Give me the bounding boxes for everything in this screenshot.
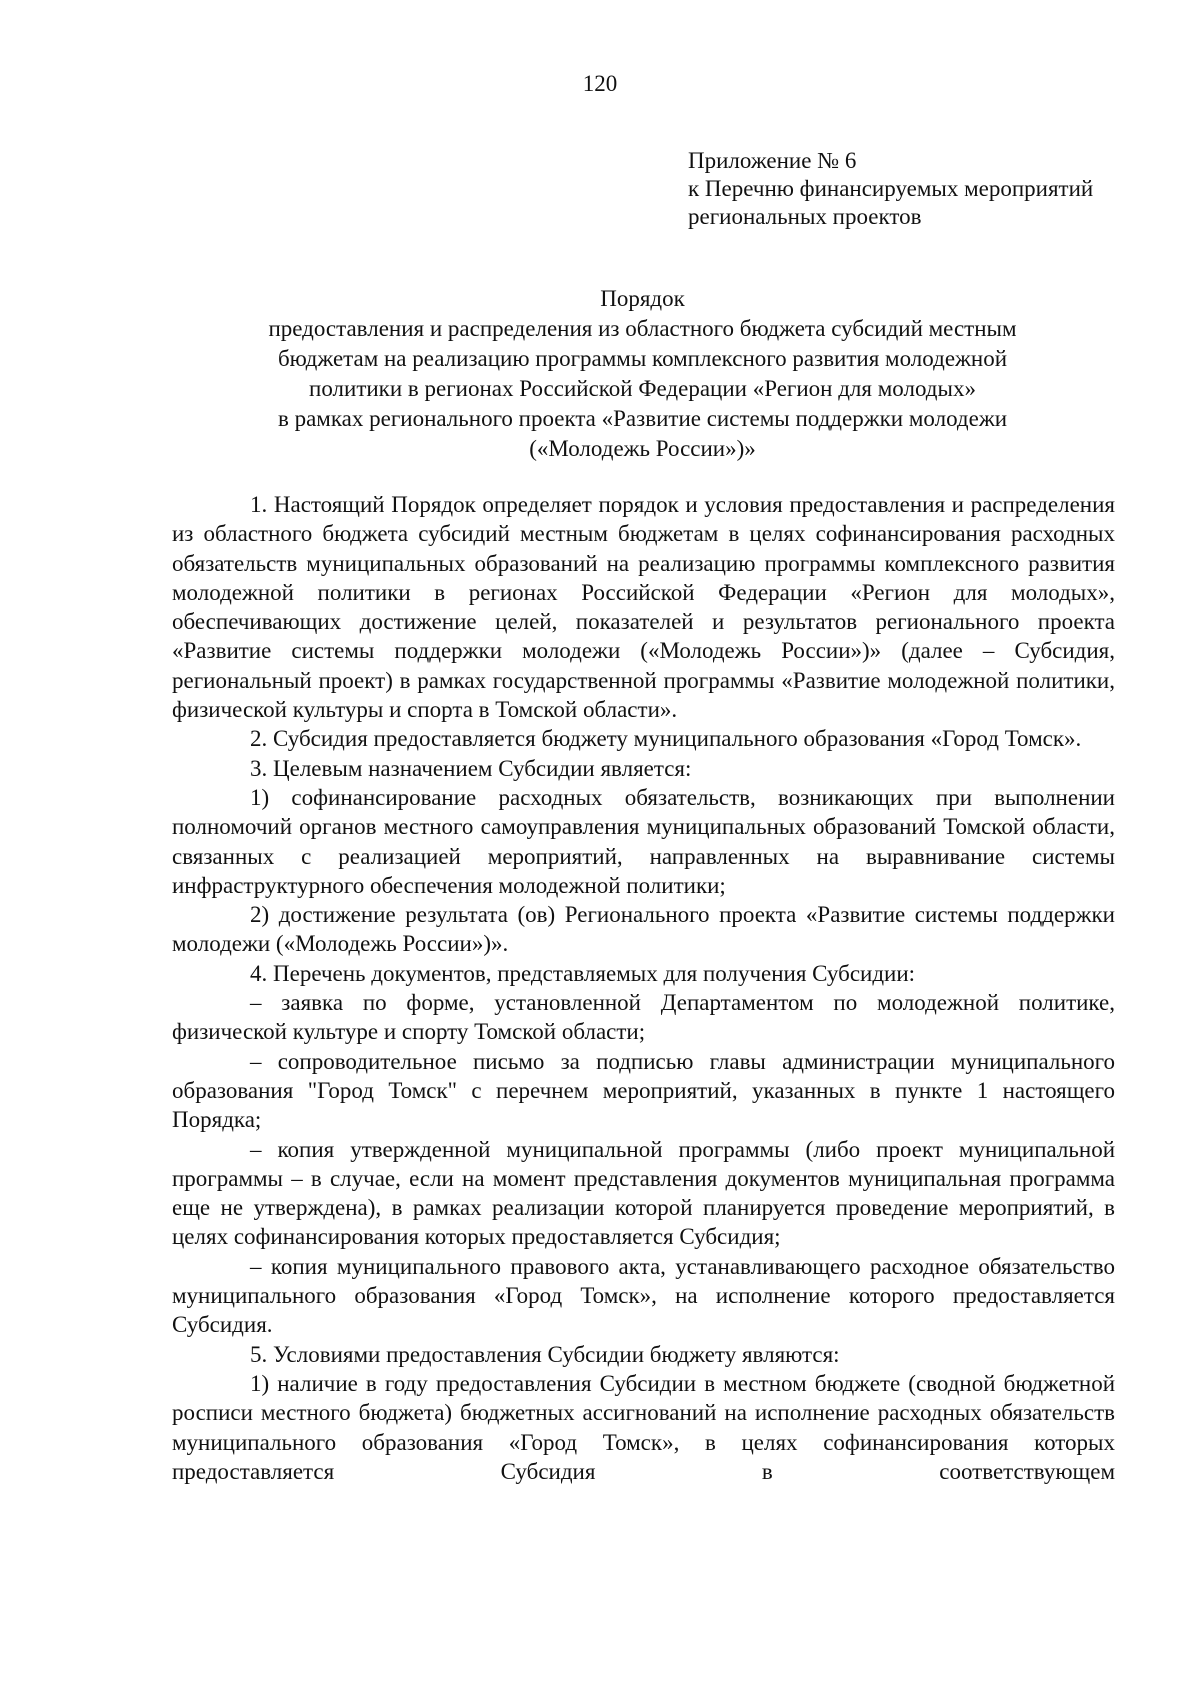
paragraph: 1) софинансирование расходных обязательств, возникающих при выполнении полномочий органов местного самоуправления муниципальных образований Томской области, связанных с реализацией мероприятий, направленных на выравнивание системы инфраструктурного обеспечения молодежной политики; — [172, 784, 1115, 898]
title-heading: Порядок — [600, 286, 685, 311]
page-number: 120 — [582, 71, 618, 96]
paragraph: – копия утвержденной муниципальной программы (либо проект муниципальной программы – в случае, если на момент представления документов муниципальная программа еще не утверждена), в рамках реализации которой планируется проведение мероприятий, в целях софинансирования которых предоставляется Субсидия; — [172, 1136, 1115, 1250]
paragraph: 3. Целевым назначением Субсидии является: — [250, 755, 692, 781]
paragraph: 5. Условиями предоставления Субсидии бюджету являются: — [250, 1341, 840, 1367]
paragraph: – сопроводительное письмо за подписью главы администрации муниципального образования "Город Томск" с перечнем мероприятий, указанных в пункте 1 настоящего Порядка; — [172, 1048, 1115, 1133]
paragraph: 1) наличие в году предоставления Субсидии в местном бюджете (сводной бюджетной росписи местного бюджета) бюджетных ассигнований на исполнение расходных обязательств муниципального образования «Город Томск», в целях софинансирования которых предоставляется Субсидия в соответствующем — [172, 1370, 1115, 1484]
title-line: предоставления и распределения из областного бюджета субсидий местным — [268, 316, 1017, 341]
paragraph: 2) достижение результата (ов) Регионального проекта «Развитие системы поддержки молодежи («Молодежь России»)». — [172, 902, 1115, 957]
appendix-line: Приложение № 6 — [688, 148, 857, 173]
title-line: политики в регионах Российской Федерации «Регион для молодых» — [309, 376, 976, 401]
title-line: («Молодежь России»)» — [529, 436, 756, 461]
appendix-line: к Перечню финансируемых мероприятий — [688, 176, 1094, 201]
paragraph: – заявка по форме, установленной Департаментом по молодежной политике, физической культуре и спорту Томской области; — [172, 990, 1115, 1045]
paragraph: – копия муниципального правового акта, устанавливающего расходное обязательство муниципального образования «Город Томск», на исполнение которого предоставляется Субсидия. — [172, 1253, 1115, 1338]
paragraph: 4. Перечень документов, представляемых для получения Субсидии: — [250, 960, 916, 986]
paragraph: 2. Субсидия предоставляется бюджету муниципального образования «Город Томск». — [250, 726, 1082, 752]
document-body — [172, 490, 1115, 1486]
title-line: в рамках регионального проекта «Развитие системы поддержки молодежи — [277, 406, 1008, 431]
paragraph: 1. Настоящий Порядок определяет порядок и условия предоставления и распределения из областного бюджета субсидий местным бюджетам в целях софинансирования расходных обязательств муниципальных образований на реализацию программы комплексного развития молодежной политики в регионах Российской Федерации «Регион для молодых», обеспечивающих достижение целей, показателей и результатов регионального проекта «Развитие системы поддержки молодежи («Молодежь России»)» (далее – Субсидия, региональный проект) в рамках государственной программы «Развитие молодежной политики, физической культуры и спорта в Томской области». — [172, 492, 1115, 723]
appendix-line: региональных проектов — [688, 204, 922, 229]
appendix-header — [688, 147, 1128, 231]
title-line: бюджетам на реализацию программы комплексного развития молодежной — [277, 346, 1008, 371]
document-title — [170, 284, 1115, 464]
